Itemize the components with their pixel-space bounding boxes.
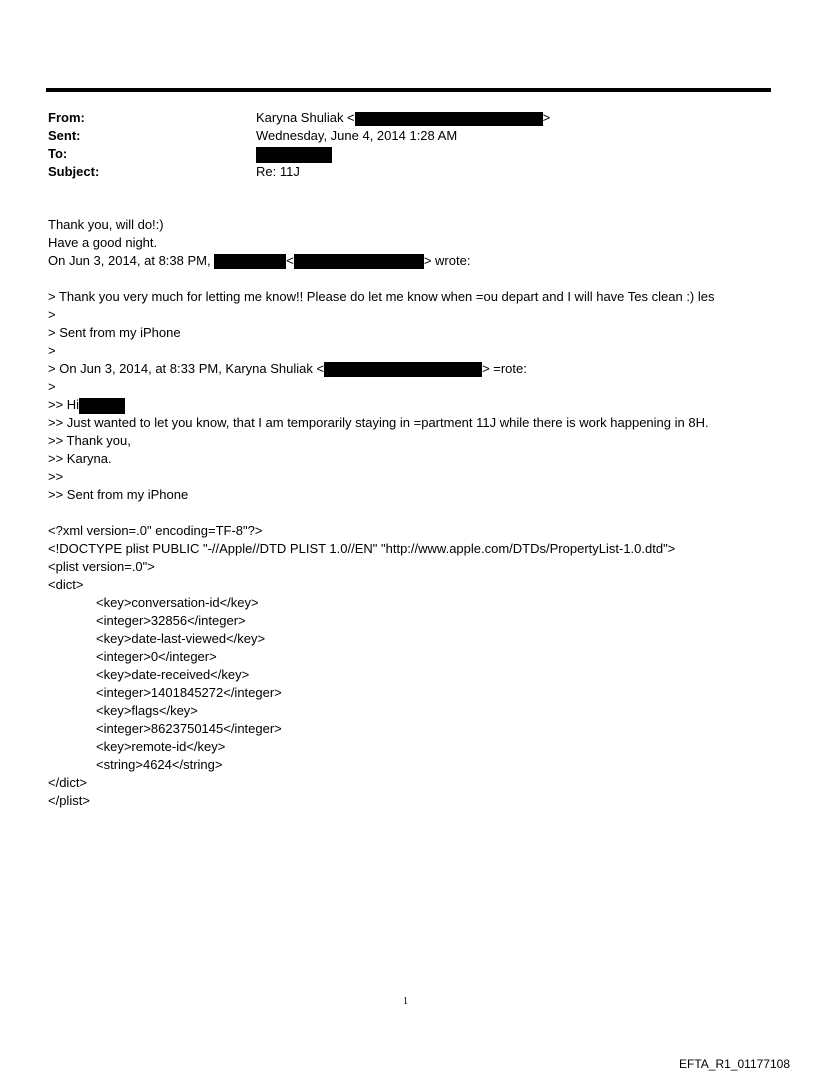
xml-line: <key>date-received</key> xyxy=(96,667,250,682)
redaction-box xyxy=(324,362,482,377)
body-line: Have a good night. xyxy=(48,235,158,250)
redaction-box xyxy=(256,147,332,163)
redaction-box xyxy=(79,398,125,414)
body-text: On Jun 3, 2014, at 8:38 PM, xyxy=(48,253,211,268)
xml-line: <?xml version=.0" encoding=TF-8"?> xyxy=(48,523,263,538)
from-name: Karyna Shuliak < xyxy=(256,110,355,125)
to-value xyxy=(256,145,332,163)
from-label: From: xyxy=(48,110,85,125)
body-line: Thank you, will do!:) xyxy=(48,217,164,232)
body-text: > On Jun 3, 2014, at 8:33 PM, Karyna Shuliak < xyxy=(48,361,325,376)
subject-value: Re: 11J xyxy=(256,164,300,179)
body-line: > xyxy=(48,379,56,394)
xml-line: <!DOCTYPE plist PUBLIC "-//Apple//DTD PLIST 1.0//EN" "http://www.apple.com/DTDs/PropertyList-1.0.dtd"> xyxy=(48,541,676,556)
redaction-box xyxy=(355,112,543,126)
sent-value: Wednesday, June 4, 2014 1:28 AM xyxy=(256,128,458,143)
xml-line: <integer>32856</integer> xyxy=(96,613,246,628)
xml-line: <key>remote-id</key> xyxy=(96,739,226,754)
page-number: 1 xyxy=(403,996,408,1007)
xml-line: <key>conversation-id</key> xyxy=(96,595,259,610)
body-text: > =rote: xyxy=(482,361,527,376)
xml-line: <plist version=.0"> xyxy=(48,559,155,574)
body-line: > xyxy=(48,307,56,322)
xml-line: <key>flags</key> xyxy=(96,703,198,718)
xml-line: <integer>8623750145</integer> xyxy=(96,721,282,736)
body-line: >> Just wanted to let you know, that I am temporarily staying in =partment 11J while there is work happening in 8H. xyxy=(48,415,709,430)
body-line: >> Thank you, xyxy=(48,433,131,448)
body-line xyxy=(48,360,527,378)
subject-label: Subject: xyxy=(48,164,100,179)
from-close: > xyxy=(542,110,551,125)
xml-line: <string>4624</string> xyxy=(96,757,223,772)
body-line: >> Sent from my iPhone xyxy=(48,487,189,502)
xml-line: </plist> xyxy=(48,793,90,808)
body-line: > Sent from my iPhone xyxy=(48,325,181,340)
body-line xyxy=(48,396,125,414)
bates-number: EFTA_R1_01177108 xyxy=(679,1057,790,1071)
xml-line: <key>date-last-viewed</key> xyxy=(96,631,266,646)
xml-line: <dict> xyxy=(48,577,84,592)
body-text: >> Hi xyxy=(48,397,80,412)
redaction-box xyxy=(294,254,424,269)
body-line: > xyxy=(48,343,56,358)
redaction-box xyxy=(214,254,286,269)
header-rule xyxy=(46,88,771,92)
body-line: > Thank you very much for letting me know!! Please do let me know when =ou depart and I will have Tes clean :) les xyxy=(48,289,715,304)
body-line xyxy=(48,252,470,270)
body-text: > wrote: xyxy=(423,253,471,268)
body-text: < xyxy=(286,253,294,268)
from-value xyxy=(256,109,550,127)
body-line: >> xyxy=(48,469,64,484)
xml-line: </dict> xyxy=(48,775,88,790)
sent-label: Sent: xyxy=(48,128,81,143)
xml-line: <integer>0</integer> xyxy=(96,649,217,664)
to-label: To: xyxy=(48,146,68,161)
body-line: >> Karyna. xyxy=(48,451,112,466)
xml-line: <integer>1401845272</integer> xyxy=(96,685,282,700)
